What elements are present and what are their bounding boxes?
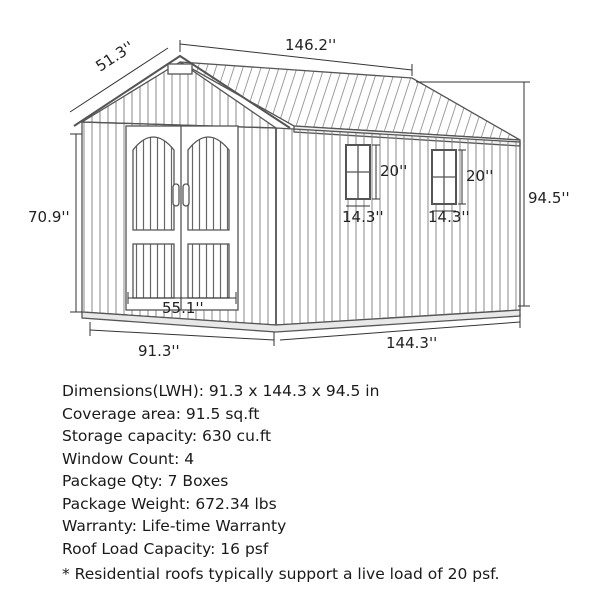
- dim-base-length: 144.3'': [386, 334, 438, 352]
- dim-window1-height: 20'': [380, 162, 408, 180]
- spec-list: [62, 380, 592, 560]
- right-door-arch-panel: [188, 137, 229, 230]
- spec-dimensions: Dimensions(LWH): 91.3 x 144.3 x 94.5 in: [62, 382, 380, 400]
- dim-base-width: 91.3'': [138, 342, 180, 360]
- dim-top-length: 146.2'': [285, 36, 337, 54]
- window-1: [346, 145, 370, 199]
- double-door: [126, 126, 238, 310]
- spec-coverage-area: Coverage area: 91.5 sq.ft: [62, 404, 260, 423]
- footnote: * Residential roofs typically support a live load of 20 psf.: [62, 565, 500, 583]
- spec-storage-capacity: Storage capacity: 630 cu.ft: [62, 427, 272, 445]
- spec-package-weight: Package Weight: 672.34 lbs: [62, 494, 277, 513]
- dim-roof-slope: 51.3'': [92, 37, 138, 76]
- spec-warranty: Warranty: Life-time Warranty: [62, 517, 287, 535]
- dim-total-height: 94.5'': [528, 189, 570, 207]
- side-wall: [276, 128, 520, 325]
- spec-roof-load: Roof Load Capacity: 16 psf: [62, 539, 269, 558]
- dim-window2-height: 20'': [466, 167, 494, 185]
- spec-window-count: Window Count: 4: [62, 449, 195, 468]
- door-handle-icon: [173, 184, 179, 206]
- roof-vent-icon: [168, 64, 192, 74]
- left-door-lower-panel: [133, 244, 174, 298]
- spec-package-qty: Package Qty: 7 Boxes: [62, 472, 229, 490]
- dim-window2-width: 14.3'': [428, 208, 470, 226]
- shed-illustration: [74, 56, 520, 332]
- dim-door-width: 55.1'': [162, 299, 204, 317]
- dim-window1-width: 14.3'': [342, 208, 384, 226]
- left-door-arch-panel: [133, 137, 174, 230]
- right-door-lower-panel: [188, 244, 229, 298]
- window-2: [432, 150, 456, 204]
- dim-wall-height: 70.9'': [28, 208, 70, 226]
